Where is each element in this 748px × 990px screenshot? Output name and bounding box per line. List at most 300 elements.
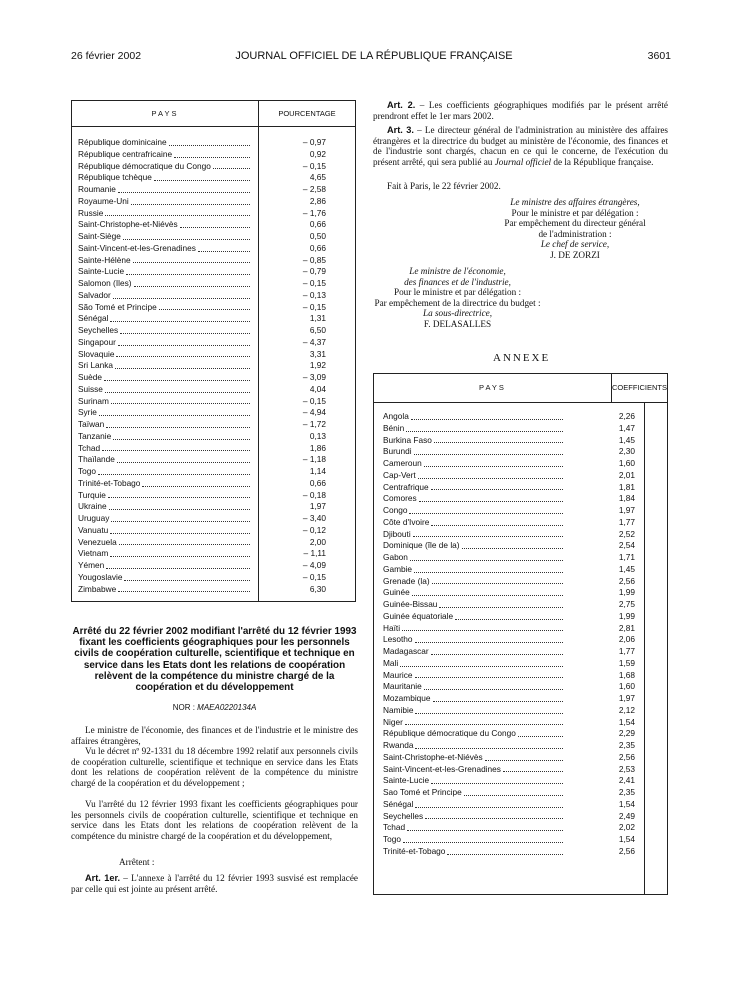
table-row <box>383 811 665 823</box>
country-cell <box>383 705 565 717</box>
table-row <box>78 219 350 231</box>
table-row <box>78 384 350 396</box>
table-row <box>78 161 350 173</box>
table-row <box>78 172 350 184</box>
column-header-pays: PAYS <box>374 374 612 402</box>
country-name: Guinée équatoriale <box>383 610 454 621</box>
value-cell: 1,99 <box>618 587 635 598</box>
country-name: Madagascar <box>383 646 429 656</box>
value-cell: 4,65 <box>309 172 326 183</box>
table-row <box>78 372 350 384</box>
table-row <box>383 693 665 705</box>
country-name: Suède <box>78 372 102 382</box>
country-cell <box>383 646 565 658</box>
country-name: Seychelles <box>383 810 424 821</box>
country-cell <box>383 552 565 564</box>
country-name: Maurice <box>383 669 413 680</box>
country-cell <box>78 278 252 290</box>
country-name: Namibie <box>383 704 414 715</box>
country-name: Tanzanie <box>78 430 112 441</box>
table-row <box>383 552 665 564</box>
country-cell <box>78 266 252 278</box>
country-name: Guinée <box>383 587 410 598</box>
coefficients-table <box>373 373 668 895</box>
country-cell <box>78 255 252 267</box>
table-row <box>383 411 665 423</box>
country-name: Suisse <box>78 383 103 394</box>
arrete-title: Arrêté du 22 février 2002 modifiant l'arrêté du 12 février 1993 fixant les coefficients géographiques pour les personnels civils de coopération culturelle, scientifique et technique en service dans les Etats dont les relations de coopération relèvent de la compétence du ministre chargé de la coopération et du développement <box>72 626 357 694</box>
table-row <box>78 278 350 290</box>
sig1-line1: Le ministre des affaires étrangères, <box>510 197 640 207</box>
country-cell <box>383 587 565 599</box>
country-cell <box>383 435 565 447</box>
value-cell: 4,04 <box>309 383 326 394</box>
value-cell: 1,84 <box>618 493 635 504</box>
table-row <box>78 184 350 196</box>
country-cell <box>78 313 252 325</box>
table-row <box>78 290 350 302</box>
value-cell: – 2,58 <box>302 184 326 194</box>
value-cell: 2,56 <box>618 845 635 856</box>
value-cell: 1,54 <box>618 834 635 844</box>
country-name: Togo <box>78 466 96 476</box>
table-header <box>72 101 355 127</box>
value-cell: 2,56 <box>618 575 635 586</box>
country-name: Tchad <box>78 442 101 453</box>
table-row <box>78 266 350 278</box>
table-row <box>78 337 350 349</box>
value-cell: 1,99 <box>618 610 635 621</box>
table-row <box>78 313 350 325</box>
country-name: Burkina Faso <box>383 434 432 445</box>
table-row <box>383 564 665 576</box>
country-cell <box>383 670 565 682</box>
table-row <box>78 137 350 149</box>
value-cell: 1,59 <box>618 657 635 668</box>
table-row <box>78 513 350 525</box>
value-cell: 1,54 <box>618 798 635 809</box>
country-cell <box>383 728 565 740</box>
value-cell: 1,97 <box>618 693 635 703</box>
value-cell: – 4,37 <box>302 336 326 347</box>
article-2-label: Art. 2. <box>387 100 416 110</box>
country-cell <box>383 458 565 470</box>
country-name: Gabon <box>383 552 408 562</box>
country-name: Mauritanie <box>383 681 422 692</box>
country-name: Tchad <box>383 822 406 833</box>
value-cell: 1,60 <box>618 458 635 468</box>
table-row <box>78 572 350 584</box>
table-row <box>383 799 665 811</box>
article-2-text: – Les coefficients géographiques modifiés par le présent arrêté prendront effet le 1er mars 2002. <box>373 100 668 121</box>
country-cell <box>78 396 252 408</box>
country-name: Saint-Christophe-et-Niévès <box>78 219 178 230</box>
value-cell: 1,77 <box>618 646 635 656</box>
table-row <box>383 822 665 834</box>
value-cell: – 1,72 <box>302 419 326 429</box>
country-cell <box>78 431 252 443</box>
article-3-text: – Le directeur général de l'administration au ministère des affaires étrangères et la directrice du budget au ministère de l'économie, des finances et de l'industrie sont chargés, chacun en ce qui le concerne, de l'exécution du présent arrêté, qui sera publié au <box>373 125 668 167</box>
value-cell: – 4,94 <box>302 407 326 418</box>
country-cell <box>383 658 565 670</box>
country-cell <box>383 846 565 858</box>
table-row <box>383 740 665 752</box>
table-row <box>383 717 665 729</box>
value-cell: 1,77 <box>618 516 635 527</box>
country-cell <box>383 493 565 505</box>
value-cell: – 0,18 <box>302 489 326 500</box>
country-name: Saint-Vincent-et-les-Grenadines <box>383 763 501 774</box>
country-name: Saint-Siège <box>78 231 121 241</box>
country-name: Sainte-Lucie <box>78 266 125 277</box>
country-cell <box>78 302 252 314</box>
nor-code: MAEA0220134A <box>197 703 257 712</box>
value-cell: 2,52 <box>618 528 635 539</box>
country-name: Angola <box>383 411 409 421</box>
country-cell <box>78 584 252 596</box>
value-cell: – 0,15 <box>302 160 326 171</box>
country-name: Lesotho <box>383 634 413 645</box>
value-cell: 1,60 <box>618 681 635 692</box>
country-cell <box>78 337 252 349</box>
country-cell <box>78 372 252 384</box>
country-cell <box>78 537 252 549</box>
table-row <box>78 548 350 560</box>
country-cell <box>383 446 565 458</box>
value-cell: 2,41 <box>618 775 635 786</box>
country-cell <box>78 384 252 396</box>
table-row <box>383 611 665 623</box>
country-cell <box>383 599 565 611</box>
country-name: Taïwan <box>78 419 105 429</box>
value-cell: – 0,12 <box>302 524 326 535</box>
value-cell: 0,50 <box>309 231 326 241</box>
table-row <box>383 728 665 740</box>
sig2-line4: Par empêchement de la directrice du budget : <box>374 297 541 308</box>
country-cell <box>383 411 565 423</box>
table-row <box>383 435 665 447</box>
country-cell <box>78 548 252 560</box>
country-cell <box>78 325 252 337</box>
table-row <box>78 560 350 572</box>
paragraph-decret: Vu le décret nº 92-1331 du 18 décembre 1992 relatif aux personnels civils de coopération culturelle, scientifique et technique en service dans les Etats dont les relations de coopération relèvent de la compétence du ministre chargé de la coopération et du développement ; <box>71 746 358 788</box>
country-name: Gambie <box>383 563 413 574</box>
country-name: Niger <box>383 716 403 727</box>
value-cell: 2,02 <box>618 822 635 833</box>
country-name: Mali <box>383 657 399 668</box>
value-cell: – 0,15 <box>302 278 326 288</box>
country-cell <box>78 466 252 478</box>
country-name: République dominicaine <box>78 137 167 147</box>
country-cell <box>78 407 252 419</box>
table-row <box>383 423 665 435</box>
value-cell: 2,49 <box>618 810 635 821</box>
sig1-line3: Par empêchement du directeur général <box>504 218 646 229</box>
country-name: Uruguay <box>78 513 110 523</box>
country-cell <box>78 513 252 525</box>
country-name: Royaume-Uni <box>78 195 129 206</box>
country-name: Djibouti <box>383 528 411 539</box>
country-cell <box>78 478 252 490</box>
country-name: Mozambique <box>383 693 431 703</box>
country-name: São Tomé et Principe <box>78 301 157 312</box>
country-cell <box>78 243 252 255</box>
country-name: Cameroun <box>383 458 422 468</box>
country-name: Trinité-et-Tobago <box>78 477 141 488</box>
table-row <box>383 458 665 470</box>
value-cell: 2,01 <box>618 469 635 480</box>
article-3 <box>373 125 668 167</box>
country-cell <box>78 149 252 161</box>
table-row <box>78 255 350 267</box>
country-name: Sénégal <box>78 313 109 324</box>
table-row <box>383 587 665 599</box>
value-cell: – 0,13 <box>302 289 326 300</box>
country-name: Syrie <box>78 407 97 418</box>
value-cell: 1,47 <box>618 422 635 433</box>
country-name: Dominique (île de la) <box>383 540 460 551</box>
country-cell <box>78 560 252 572</box>
value-cell: 2,12 <box>618 704 635 715</box>
country-name: Centrafrique <box>383 481 429 492</box>
value-cell: 2,06 <box>618 634 635 645</box>
table-row <box>383 599 665 611</box>
country-cell <box>383 822 565 834</box>
country-name: Cap-Vert <box>383 469 416 480</box>
sig2-line1: Le ministre de l'économie, <box>409 266 506 276</box>
country-name: Sainte-Hélène <box>78 254 131 265</box>
table-row <box>78 490 350 502</box>
value-cell: 2,26 <box>618 411 635 421</box>
value-cell: 2,56 <box>618 751 635 762</box>
value-cell: – 0,85 <box>302 254 326 265</box>
table-row <box>78 525 350 537</box>
value-cell: 1,92 <box>309 360 326 371</box>
value-cell: 1,45 <box>618 563 635 574</box>
country-name: Saint-Christophe-et-Niévès <box>383 751 483 762</box>
sig1-line2: Pour le ministre et par délégation : <box>511 207 639 218</box>
percentage-table <box>71 100 356 602</box>
sig2-line5: La sous-directrice, <box>422 308 493 319</box>
value-cell: 1,71 <box>618 552 635 562</box>
table-row <box>383 787 665 799</box>
country-cell <box>78 196 252 208</box>
country-cell <box>383 564 565 576</box>
country-cell <box>383 482 565 494</box>
table-row <box>383 670 665 682</box>
country-cell <box>383 740 565 752</box>
arretent-label: Arrêtent : <box>119 857 155 867</box>
country-name: Yémen <box>78 560 105 570</box>
sig1-name: J. DE ZORZI <box>550 249 600 260</box>
country-name: République tchèque <box>78 172 152 183</box>
table-row <box>383 775 665 787</box>
journal-title: JOURNAL OFFICIEL DE LA RÉPUBLIQUE FRANÇAISE <box>235 50 513 62</box>
country-cell <box>383 470 565 482</box>
value-cell: 2,00 <box>309 536 326 547</box>
country-name: Salvador <box>78 289 111 300</box>
country-name: Venezuela <box>78 536 117 547</box>
value-cell: – 1,76 <box>302 207 326 218</box>
country-cell <box>383 775 565 787</box>
value-cell: 2,29 <box>618 728 635 739</box>
value-cell: 2,35 <box>618 787 635 797</box>
value-cell: 2,53 <box>618 763 635 774</box>
country-cell <box>383 752 565 764</box>
value-cell: 2,35 <box>618 740 635 750</box>
country-cell <box>383 576 565 588</box>
country-name: Saint-Vincent-et-les-Grenadines <box>78 242 196 253</box>
value-cell: – 1,11 <box>303 548 326 559</box>
table-row <box>383 493 665 505</box>
table-row <box>383 540 665 552</box>
sig1-line5: Le chef de service, <box>540 239 610 250</box>
country-cell <box>78 454 252 466</box>
country-name: Guinée-Bissau <box>383 599 438 609</box>
table-row <box>383 529 665 541</box>
country-name: Sao Tomé et Principe <box>383 787 462 797</box>
table-body <box>78 137 350 595</box>
country-cell <box>383 717 565 729</box>
paragraph-ministers: Le ministre de l'économie, des finances et de l'industrie et le ministre des affaires étrangères, <box>71 725 358 746</box>
table-row <box>383 446 665 458</box>
article-1-text: – L'annexe à l'arrêté du 12 février 1993 susvisé est remplacée par celle qui est jointe au présent arrêté. <box>71 873 358 894</box>
country-name: Yougoslavie <box>78 571 123 582</box>
country-name: Singapour <box>78 336 116 347</box>
value-cell: – 3,40 <box>302 513 326 523</box>
signature-economie <box>345 266 570 330</box>
table-row <box>78 196 350 208</box>
value-cell: 0,66 <box>309 477 326 488</box>
fait-a-paris: Fait à Paris, le 22 février 2002. <box>387 181 501 191</box>
country-cell <box>78 525 252 537</box>
country-cell <box>78 290 252 302</box>
annexe-title: ANNEXE <box>493 352 551 364</box>
table-row <box>78 537 350 549</box>
country-name: Vietnam <box>78 548 109 559</box>
value-cell: – 4,09 <box>302 560 326 570</box>
sig2-line3: Pour le ministre et par délégation : <box>393 287 522 298</box>
country-cell <box>383 529 565 541</box>
value-cell: 1,54 <box>618 716 635 727</box>
value-cell: 0,92 <box>309 148 326 159</box>
table-row <box>383 482 665 494</box>
value-cell: 1,45 <box>618 434 635 445</box>
country-cell <box>383 799 565 811</box>
table-row <box>383 752 665 764</box>
country-cell <box>383 505 565 517</box>
table-row <box>78 501 350 513</box>
sig2-line2: des finances et de l'industrie, <box>404 276 511 287</box>
table-row <box>78 149 350 161</box>
country-cell <box>383 834 565 846</box>
table-row <box>78 396 350 408</box>
value-cell: 0,66 <box>309 242 326 253</box>
value-cell: 1,97 <box>309 501 326 512</box>
value-cell: 2,54 <box>618 540 635 551</box>
table-row <box>78 454 350 466</box>
value-cell: 0,66 <box>309 219 326 230</box>
table-row <box>383 505 665 517</box>
country-name: Seychelles <box>78 325 119 335</box>
article-1 <box>71 873 358 894</box>
country-name: Slovaquie <box>78 348 115 359</box>
country-cell <box>383 764 565 776</box>
country-name: Bénin <box>383 422 405 433</box>
value-cell: 1,81 <box>618 481 635 492</box>
signature-affaires-etrangeres <box>475 197 675 261</box>
table-row <box>383 705 665 717</box>
table-row <box>383 634 665 646</box>
paragraph-arrete-1993: Vu l'arrêté du 12 février 1993 fixant les coefficients géographiques pour les personnels civils de coopération culturelle, scientifique et technique en service dans les Etats dont les relations de coopération relèvent de la compétence du ministre chargé de la coopération et du développement, <box>71 799 358 841</box>
value-cell: 2,75 <box>618 599 635 609</box>
table-row <box>78 466 350 478</box>
value-cell: 1,31 <box>309 313 326 324</box>
country-cell <box>78 172 252 184</box>
country-name: Salomon (Iles) <box>78 278 132 288</box>
country-name: Zimbabwe <box>78 583 117 594</box>
country-cell <box>78 443 252 455</box>
country-cell <box>383 540 565 552</box>
table-row <box>78 584 350 596</box>
column-header-coefficients: COEFFICIENTS <box>611 383 667 392</box>
country-cell <box>78 501 252 513</box>
country-cell <box>78 419 252 431</box>
value-cell: 2,86 <box>309 195 326 206</box>
value-cell: 2,30 <box>618 446 635 457</box>
country-name: Haïti <box>383 622 401 633</box>
table-row <box>78 419 350 431</box>
country-name: Sainte-Lucie <box>383 775 430 786</box>
country-cell <box>78 490 252 502</box>
journal-officiel-ref: Journal officiel <box>494 156 552 167</box>
country-cell <box>383 423 565 435</box>
country-name: Sénégal <box>383 798 414 809</box>
table-row <box>78 302 350 314</box>
country-name: Comores <box>383 493 417 504</box>
column-header-pays: PAYS <box>72 101 259 126</box>
country-name: Ukraine <box>78 501 107 512</box>
table-row <box>383 846 665 858</box>
value-cell: 1,97 <box>618 505 635 515</box>
table-row <box>383 681 665 693</box>
country-name: Turquie <box>78 489 106 500</box>
country-cell <box>383 787 565 799</box>
nor-label: NOR : <box>172 703 195 712</box>
country-cell <box>383 611 565 623</box>
table-row <box>78 443 350 455</box>
country-name: République démocratique du Congo <box>383 728 516 739</box>
value-cell: 6,30 <box>309 583 326 594</box>
country-cell <box>78 349 252 361</box>
value-cell: 0,13 <box>309 430 326 441</box>
value-cell: – 0,79 <box>302 266 326 277</box>
country-name: Togo <box>383 834 401 844</box>
article-3-label: Art. 3. <box>387 125 414 135</box>
table-row <box>383 470 665 482</box>
article-3-end: de la République française. <box>551 156 654 167</box>
country-cell <box>78 137 252 149</box>
value-cell: 1,86 <box>309 442 326 453</box>
table-row <box>78 243 350 255</box>
table-row <box>383 517 665 529</box>
country-name: République centrafricaine <box>78 148 173 159</box>
table-row <box>78 478 350 490</box>
country-cell <box>383 693 565 705</box>
table-header <box>374 374 667 403</box>
country-name: Burundi <box>383 446 412 457</box>
table-row <box>78 325 350 337</box>
